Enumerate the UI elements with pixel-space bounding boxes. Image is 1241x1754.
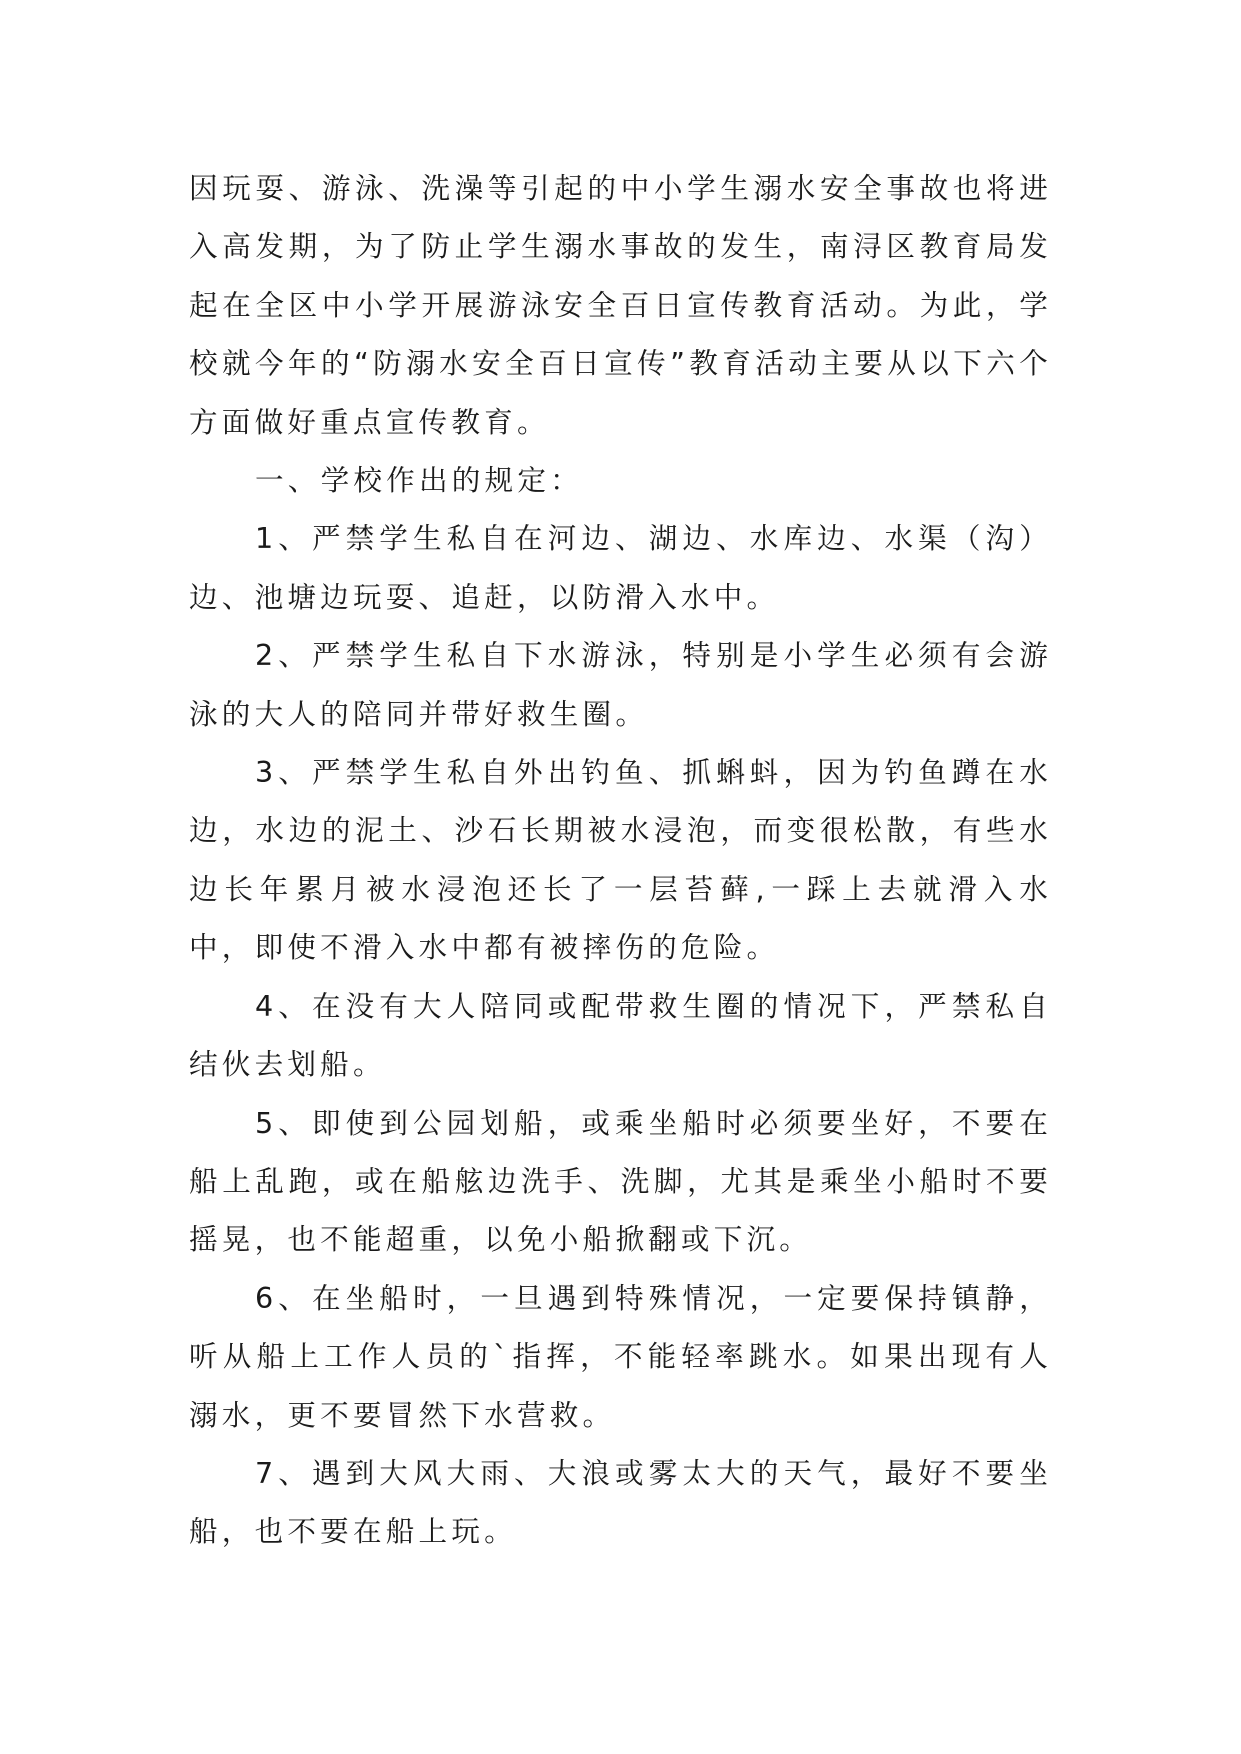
rule-item-2: 2、严禁学生私自下水游泳，特别是小学生必须有会游泳的大人的陪同并带好救生圈。 [189,638,1052,731]
paragraph-intro: 因玩耍、游泳、洗澡等引起的中小学生溺水安全事故也将进入高发期，为了防止学生溺水事故的发生，南浔区教育局发起在全区中小学开展游泳安全百日宣传教育活动。为此，学校就今年的“防溺水安全百日宣传”教育活动主要从以下六个方面做好重点宣传教育。 [189,171,1052,439]
rule-item-5: 5、即使到公园划船，或乘坐船时必须要坐好，不要在船上乱跑，或在船舷边洗手、洗脚，尤其是乘坐小船时不要摇晃，也不能超重，以免小船掀翻或下沉。 [189,1105,1052,1257]
section-heading-school-rules: 一、学校作出的规定： [255,463,583,498]
rule-item-6: 6、在坐船时，一旦遇到特殊情况，一定要保持镇静，听从船上工作人员的`指挥，不能轻率跳水。如果出现有人溺水，更不要冒然下水营救。 [189,1280,1052,1432]
document-body [189,159,1052,1561]
rule-item-3: 3、严禁学生私自外出钓鱼、抓蝌蚪，因为钓鱼蹲在水边，水边的泥土、沙石长期被水浸泡，而变很松散，有些水边长年累月被水浸泡还长了一层苔藓,一踩上去就滑入水中，即使不滑入水中都有被摔伤的危险。 [189,755,1052,965]
rule-item-1: 1、严禁学生私自在河边、湖边、水库边、水渠（沟）边、池塘边玩耍、追赶，以防滑入水中。 [189,521,1052,614]
rule-item-7: 7、遇到大风大雨、大浪或雾太大的天气，最好不要坐船，也不要在船上玩。 [189,1455,1052,1549]
rule-item-4: 4、在没有大人陪同或配带救生圈的情况下，严禁私自结伙去划船。 [189,988,1052,1082]
